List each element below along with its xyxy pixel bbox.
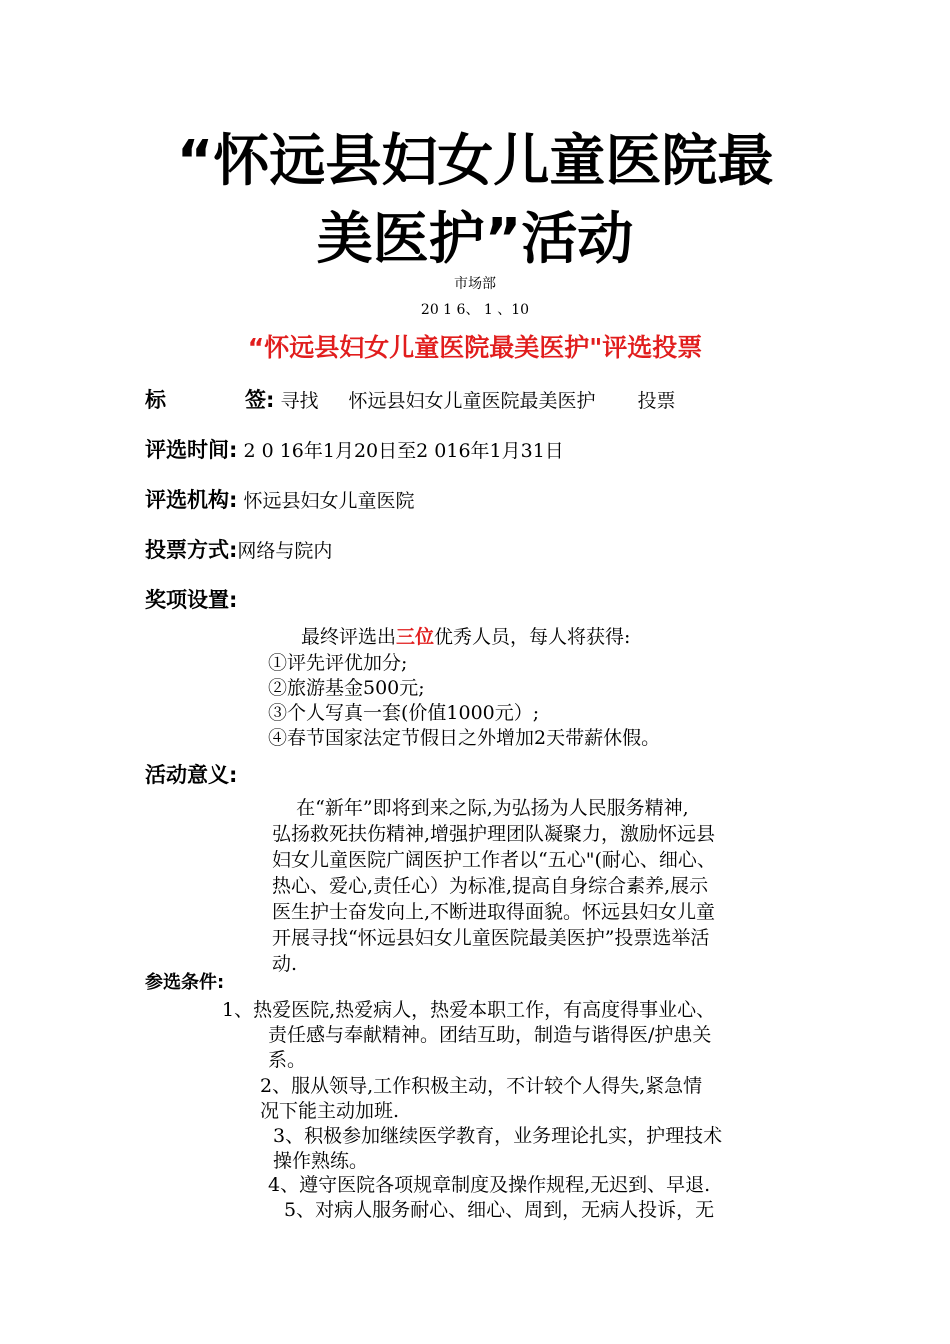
award-item: ④春节国家法定节假日之外增加2天带薪休假。 [268, 727, 661, 749]
subtitle: “怀远县妇女儿童医院最美医护"评选投票 [247, 333, 703, 362]
title-line-1: “怀远县妇女儿童医院最 [176, 129, 774, 194]
organizer-value: 怀远县妇女儿童医院 [237, 490, 415, 512]
title-line-2: 美医护”活动 [316, 207, 634, 272]
awards-label: 奖项设置: [145, 588, 238, 612]
awards-row [145, 586, 845, 615]
department: 市场部 [454, 276, 496, 292]
tag-item: 寻找 [280, 390, 319, 412]
conditions-label: 参选条件: [145, 972, 225, 993]
organizer-label: 评选机构: [145, 488, 238, 512]
awards-intro [301, 624, 630, 650]
condition-line: 况下能主动加班. [260, 1100, 400, 1122]
tags-label-b: 签: [245, 388, 275, 412]
significance-row [145, 761, 845, 790]
condition-line: 4、遵守医院各项规章制度及操作规程,无迟到、早退. [268, 1174, 711, 1196]
paragraph-line: 妇女儿童医院广阔医护工作者以“五心"(耐心、细心、 [272, 849, 716, 871]
condition-line: 系。 [268, 1049, 307, 1071]
award-item: ①评先评优加分; [268, 652, 408, 674]
condition-line: 操作熟练。 [273, 1150, 369, 1172]
paragraph-line: 热心、爱心,责任心）为标准,提高自身综合素养,展示 [272, 875, 709, 897]
paragraph-line: 弘扬救死扶伤精神,增强护理团队凝聚力，激励怀远县 [272, 823, 716, 845]
award-item: ③个人写真一套(价值1000元）; [268, 702, 540, 724]
awards-intro-text: 最终评选出 [301, 626, 397, 648]
condition-line: 5、对病人服务耐心、细心、周到，无病人投诉，无 [284, 1199, 715, 1221]
paragraph-line: 医生护士奋发向上,不断进取得面貌。怀远县妇女儿童 [272, 901, 716, 923]
tag-item: 投票 [637, 390, 676, 412]
paragraph-line: 在“新年”即将到来之际,为弘扬为人民服务精神, [272, 797, 689, 819]
tag-item: 怀远县妇女儿童医院最美医护 [348, 390, 596, 412]
organizer-row [145, 486, 845, 515]
method-value: 网络与院内 [237, 540, 333, 562]
awards-intro-tail: 优秀人员，每人将获得: [434, 626, 631, 648]
paragraph-line: 动. [272, 953, 298, 975]
tags-label-a: 标 [145, 388, 166, 412]
period-row [145, 436, 845, 465]
paragraph-line: 开展寻找“怀远县妇女儿童医院最美医护”投票选举活 [272, 927, 710, 949]
tags-row [145, 386, 845, 415]
method-row [145, 536, 845, 565]
awards-highlight: 三位 [396, 626, 435, 648]
date: 20 1 6、 1 、10 [420, 302, 530, 318]
condition-line: 1、热爱医院,热爱病人，热爱本职工作，有高度得事业心、 [222, 999, 716, 1021]
period-value: 2 0 16年1月20日至2 016年1月31日 [237, 440, 564, 462]
award-item: ②旅游基金500元; [268, 677, 425, 699]
condition-line: 3、积极参加继续医学教育，业务理论扎实，护理技术 [273, 1125, 723, 1147]
significance-paragraph [272, 795, 812, 977]
method-label: 投票方式: [145, 538, 238, 562]
condition-line: 2、服从领导,工作积极主动，不计较个人得失,紧急情 [260, 1075, 703, 1097]
condition-line: 责任感与奉献精神。团结互助，制造与谐得医/护患关 [268, 1024, 712, 1046]
significance-label: 活动意义: [145, 763, 238, 787]
period-label: 评选时间: [145, 438, 238, 462]
